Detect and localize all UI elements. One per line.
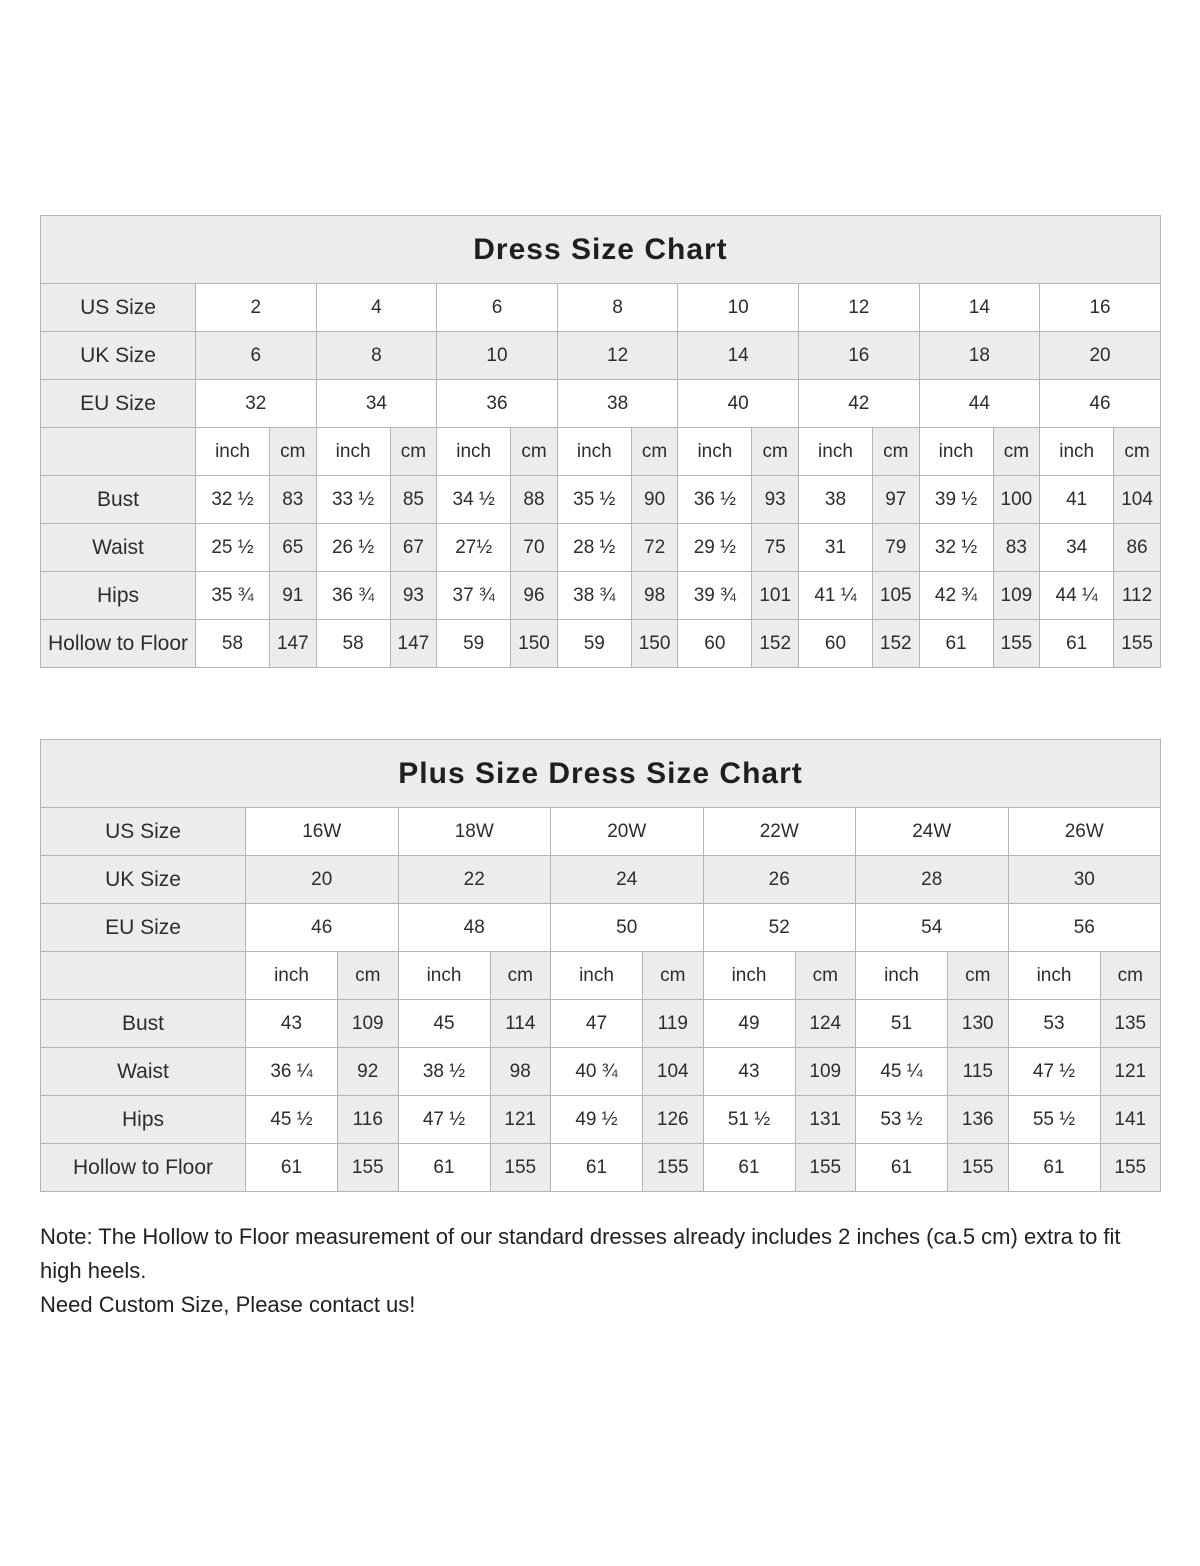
hips-cm-cell: 93 [390,572,437,620]
hollow-cm-cell: 152 [872,620,919,668]
hips-inch-cell: 42 ¾ [919,572,993,620]
hips-cm-cell: 109 [993,572,1040,620]
unit-inch-label: inch [246,952,338,1000]
us-size-cell: 20W [551,808,704,856]
unit-cm-label: cm [1114,428,1161,476]
row-label-hips: Hips [41,572,196,620]
uk-size-cell: 12 [557,332,678,380]
unit-cm-label: cm [270,428,317,476]
bust-cm-cell: 90 [631,476,678,524]
chart-title: Plus Size Dress Size Chart [41,740,1161,808]
unit-inch-label: inch [798,428,872,476]
us-size-cell: 2 [196,284,317,332]
row-label-waist: Waist [41,1048,246,1096]
waist-cm-cell: 115 [948,1048,1009,1096]
waist-cm-cell: 98 [490,1048,551,1096]
bust-cm-cell: 124 [795,1000,856,1048]
hollow-inch-cell: 59 [437,620,511,668]
hips-cm-cell: 91 [270,572,317,620]
bust-cm-cell: 100 [993,476,1040,524]
note-line-1: Note: The Hollow to Floor measurement of our standard dresses already includes 2 inches (ca.5 cm) extra to fit high heels. [40,1224,1121,1283]
uk-size-cell: 30 [1008,856,1161,904]
us-size-cell: 6 [437,284,558,332]
bust-cm-cell: 88 [511,476,558,524]
hollow-cm-cell: 147 [390,620,437,668]
waist-inch-cell: 31 [798,524,872,572]
hollow-cm-cell: 155 [795,1144,856,1192]
waist-cm-cell: 121 [1100,1048,1161,1096]
hips-row [41,1096,1161,1144]
uk-size-cell: 6 [196,332,317,380]
row-label-waist: Waist [41,524,196,572]
eu-size-row [41,380,1161,428]
hollow-inch-cell: 61 [398,1144,490,1192]
uk-size-cell: 16 [798,332,919,380]
uk-size-cell: 10 [437,332,558,380]
hollow-inch-cell: 60 [678,620,752,668]
row-label-bust: Bust [41,476,196,524]
uk-size-cell: 22 [398,856,551,904]
bust-cm-cell: 93 [752,476,799,524]
row-label-hollow: Hollow to Floor [41,1144,246,1192]
hollow-cm-cell: 155 [490,1144,551,1192]
unit-inch-label: inch [919,428,993,476]
bust-cm-cell: 130 [948,1000,1009,1048]
hips-cm-cell: 98 [631,572,678,620]
row-label-eu: EU Size [41,904,246,952]
hollow-inch-cell: 61 [1008,1144,1100,1192]
hips-inch-cell: 35 ¾ [196,572,270,620]
waist-inch-cell: 38 ½ [398,1048,490,1096]
hollow-cm-cell: 155 [1100,1144,1161,1192]
eu-size-cell: 36 [437,380,558,428]
waist-inch-cell: 26 ½ [316,524,390,572]
eu-size-cell: 52 [703,904,856,952]
eu-size-cell: 50 [551,904,704,952]
waist-cm-cell: 75 [752,524,799,572]
hollow-inch-cell: 58 [316,620,390,668]
us-size-cell: 14 [919,284,1040,332]
unit-row-label [41,952,246,1000]
unit-inch-label: inch [557,428,631,476]
unit-cm-label: cm [338,952,399,1000]
us-size-row [41,808,1161,856]
waist-cm-cell: 79 [872,524,919,572]
waist-cm-cell: 86 [1114,524,1161,572]
hips-cm-cell: 121 [490,1096,551,1144]
unit-row-label [41,428,196,476]
bust-cm-cell: 119 [643,1000,704,1048]
eu-size-cell: 54 [856,904,1009,952]
hips-cm-cell: 136 [948,1096,1009,1144]
hollow-inch-cell: 61 [246,1144,338,1192]
us-size-cell: 12 [798,284,919,332]
hollow-cm-cell: 155 [993,620,1040,668]
bust-inch-cell: 38 [798,476,872,524]
unit-cm-label: cm [1100,952,1161,1000]
unit-inch-label: inch [856,952,948,1000]
note-line-2: Need Custom Size, Please contact us! [40,1292,416,1317]
row-label-us: US Size [41,808,246,856]
waist-inch-cell: 29 ½ [678,524,752,572]
bust-inch-cell: 32 ½ [196,476,270,524]
unit-inch-label: inch [1040,428,1114,476]
unit-inch-label: inch [551,952,643,1000]
waist-inch-cell: 34 [1040,524,1114,572]
hips-cm-cell: 126 [643,1096,704,1144]
unit-cm-label: cm [752,428,799,476]
hollow-inch-cell: 60 [798,620,872,668]
hips-inch-cell: 55 ½ [1008,1096,1100,1144]
hollow-inch-cell: 61 [703,1144,795,1192]
unit-cm-label: cm [948,952,1009,1000]
uk-size-cell: 14 [678,332,799,380]
hollow-cm-cell: 150 [511,620,558,668]
eu-size-cell: 32 [196,380,317,428]
hollow-row [41,1144,1161,1192]
hollow-cm-cell: 155 [338,1144,399,1192]
hips-inch-cell: 51 ½ [703,1096,795,1144]
row-label-hips: Hips [41,1096,246,1144]
bust-inch-cell: 49 [703,1000,795,1048]
bust-inch-cell: 41 [1040,476,1114,524]
hips-inch-cell: 41 ¼ [798,572,872,620]
bust-cm-cell: 114 [490,1000,551,1048]
standard-size-chart-table [40,215,1161,668]
hips-row [41,572,1161,620]
row-label-uk: UK Size [41,856,246,904]
bust-cm-cell: 85 [390,476,437,524]
hollow-inch-cell: 61 [919,620,993,668]
unit-header-row [41,428,1161,476]
waist-inch-cell: 27½ [437,524,511,572]
unit-inch-label: inch [196,428,270,476]
bust-cm-cell: 97 [872,476,919,524]
hips-cm-cell: 96 [511,572,558,620]
note-block [40,1220,1160,1322]
hips-cm-cell: 105 [872,572,919,620]
hips-inch-cell: 37 ¾ [437,572,511,620]
bust-row [41,1000,1161,1048]
chart-title-row [41,740,1161,808]
unit-inch-label: inch [437,428,511,476]
eu-size-cell: 40 [678,380,799,428]
hollow-inch-cell: 59 [557,620,631,668]
uk-size-cell: 8 [316,332,437,380]
row-label-bust: Bust [41,1000,246,1048]
hollow-cm-cell: 150 [631,620,678,668]
eu-size-cell: 38 [557,380,678,428]
hollow-inch-cell: 61 [551,1144,643,1192]
waist-cm-cell: 104 [643,1048,704,1096]
uk-size-cell: 28 [856,856,1009,904]
hollow-inch-cell: 58 [196,620,270,668]
unit-cm-label: cm [993,428,1040,476]
waist-inch-cell: 25 ½ [196,524,270,572]
us-size-row [41,284,1161,332]
hollow-cm-cell: 155 [1114,620,1161,668]
waist-cm-cell: 70 [511,524,558,572]
hips-inch-cell: 49 ½ [551,1096,643,1144]
bust-row [41,476,1161,524]
hips-inch-cell: 36 ¾ [316,572,390,620]
chart-title-row [41,216,1161,284]
us-size-cell: 22W [703,808,856,856]
us-size-cell: 16 [1040,284,1161,332]
eu-size-cell: 56 [1008,904,1161,952]
hips-inch-cell: 39 ¾ [678,572,752,620]
bust-cm-cell: 83 [270,476,317,524]
waist-inch-cell: 43 [703,1048,795,1096]
hips-inch-cell: 53 ½ [856,1096,948,1144]
row-label-hollow: Hollow to Floor [41,620,196,668]
hollow-cm-cell: 155 [948,1144,1009,1192]
unit-inch-label: inch [398,952,490,1000]
bust-cm-cell: 109 [338,1000,399,1048]
bust-inch-cell: 35 ½ [557,476,631,524]
us-size-cell: 18W [398,808,551,856]
us-size-cell: 26W [1008,808,1161,856]
bust-inch-cell: 36 ½ [678,476,752,524]
eu-size-cell: 46 [246,904,399,952]
hips-cm-cell: 112 [1114,572,1161,620]
uk-size-cell: 26 [703,856,856,904]
hips-cm-cell: 116 [338,1096,399,1144]
hollow-row [41,620,1161,668]
bust-inch-cell: 45 [398,1000,490,1048]
waist-inch-cell: 45 ¼ [856,1048,948,1096]
waist-cm-cell: 72 [631,524,678,572]
hollow-cm-cell: 147 [270,620,317,668]
eu-size-cell: 34 [316,380,437,428]
hips-cm-cell: 131 [795,1096,856,1144]
unit-cm-label: cm [795,952,856,1000]
uk-size-cell: 20 [1040,332,1161,380]
unit-inch-label: inch [1008,952,1100,1000]
unit-header-row [41,952,1161,1000]
uk-size-cell: 20 [246,856,399,904]
bust-cm-cell: 135 [1100,1000,1161,1048]
us-size-cell: 8 [557,284,678,332]
uk-size-cell: 24 [551,856,704,904]
unit-inch-label: inch [678,428,752,476]
hips-inch-cell: 45 ½ [246,1096,338,1144]
hips-inch-cell: 38 ¾ [557,572,631,620]
waist-inch-cell: 28 ½ [557,524,631,572]
bust-cm-cell: 104 [1114,476,1161,524]
waist-row [41,1048,1161,1096]
uk-size-row [41,332,1161,380]
chart-title: Dress Size Chart [41,216,1161,284]
unit-cm-label: cm [643,952,704,1000]
waist-inch-cell: 47 ½ [1008,1048,1100,1096]
hips-inch-cell: 44 ¼ [1040,572,1114,620]
eu-size-row [41,904,1161,952]
hollow-cm-cell: 155 [643,1144,704,1192]
waist-cm-cell: 65 [270,524,317,572]
eu-size-cell: 44 [919,380,1040,428]
unit-inch-label: inch [703,952,795,1000]
hollow-cm-cell: 152 [752,620,799,668]
waist-cm-cell: 109 [795,1048,856,1096]
hips-cm-cell: 101 [752,572,799,620]
eu-size-cell: 48 [398,904,551,952]
row-label-us: US Size [41,284,196,332]
waist-inch-cell: 40 ¾ [551,1048,643,1096]
bust-inch-cell: 39 ½ [919,476,993,524]
unit-inch-label: inch [316,428,390,476]
uk-size-cell: 18 [919,332,1040,380]
bust-inch-cell: 47 [551,1000,643,1048]
row-label-eu: EU Size [41,380,196,428]
bust-inch-cell: 53 [1008,1000,1100,1048]
bust-inch-cell: 43 [246,1000,338,1048]
waist-cm-cell: 83 [993,524,1040,572]
unit-cm-label: cm [872,428,919,476]
hollow-inch-cell: 61 [1040,620,1114,668]
waist-inch-cell: 36 ¼ [246,1048,338,1096]
bust-inch-cell: 51 [856,1000,948,1048]
bust-inch-cell: 34 ½ [437,476,511,524]
bust-inch-cell: 33 ½ [316,476,390,524]
us-size-cell: 16W [246,808,399,856]
us-size-cell: 10 [678,284,799,332]
eu-size-cell: 46 [1040,380,1161,428]
waist-inch-cell: 32 ½ [919,524,993,572]
unit-cm-label: cm [511,428,558,476]
waist-row [41,524,1161,572]
plus-size-chart-table [40,739,1161,1192]
uk-size-row [41,856,1161,904]
hips-inch-cell: 47 ½ [398,1096,490,1144]
unit-cm-label: cm [390,428,437,476]
us-size-cell: 24W [856,808,1009,856]
row-label-uk: UK Size [41,332,196,380]
us-size-cell: 4 [316,284,437,332]
waist-cm-cell: 67 [390,524,437,572]
hollow-inch-cell: 61 [856,1144,948,1192]
eu-size-cell: 42 [798,380,919,428]
unit-cm-label: cm [631,428,678,476]
hips-cm-cell: 141 [1100,1096,1161,1144]
unit-cm-label: cm [490,952,551,1000]
waist-cm-cell: 92 [338,1048,399,1096]
